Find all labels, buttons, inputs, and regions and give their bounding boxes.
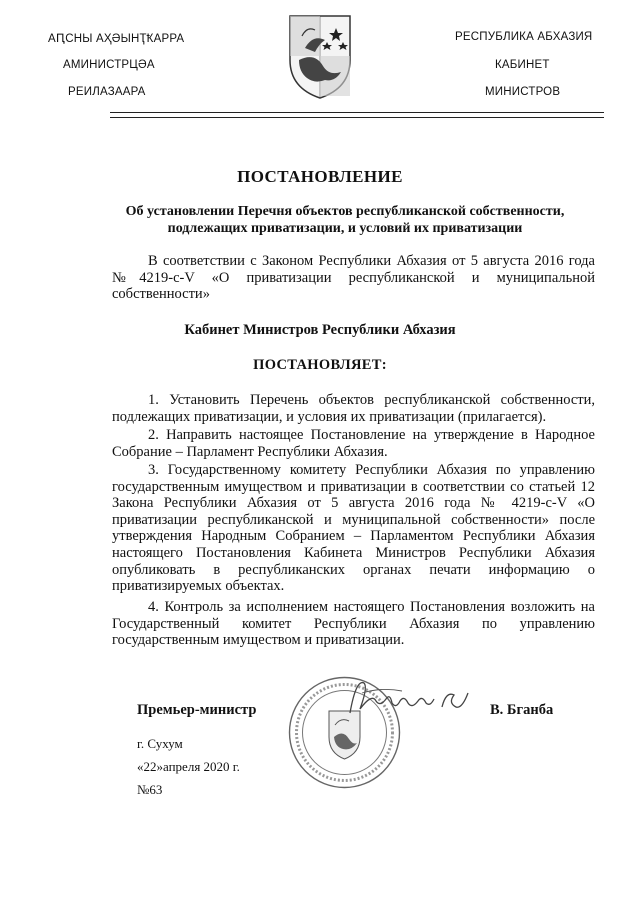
document-date: «22»апреля 2020 г.: [137, 759, 240, 774]
header-left-line-2: АМИНИСТРЦӘА: [63, 59, 155, 71]
header-right-line-3: МИНИСТРОВ: [485, 86, 561, 98]
state-emblem-icon: [285, 12, 355, 100]
list-item-2: 2. Направить настоящее Постановление на утверждение в Народное Собрание – Парламент Республики Абхазия.: [112, 427, 595, 460]
signatory-position: Премьер-министр: [137, 702, 257, 718]
header-left-line-3: РЕИЛАЗААРА: [68, 86, 146, 98]
list-item-4: 4. Контроль за исполнением настоящего Постановления возложить на Государственный комитет Республики Абхазия по управлению государственным имуществом и приватизации.: [112, 599, 595, 649]
header-divider-bottom: [110, 117, 604, 118]
header-right-line-2: КАБИНЕТ: [495, 59, 550, 71]
document-number: №63: [137, 782, 163, 797]
document-issuer: Кабинет Министров Республики Абхазия: [184, 322, 456, 338]
list-item-1: 1. Установить Перечень объектов республиканской собственности, подлежащих приватизации, и условия их приватизации (прилагается).: [112, 392, 595, 425]
header-divider-top: [110, 112, 604, 113]
header-left-line-1: АԤСНЫ АҲӘЫНҬҞАРРА: [48, 33, 185, 45]
header-right-line-1: РЕСПУБЛИКА АБХАЗИЯ: [455, 31, 593, 43]
handwritten-signature: [342, 673, 472, 723]
document-place: г. Сухум: [137, 736, 183, 751]
list-item-3: 3. Государственному комитету Республики Абхазия по управлению государственным имуществом и приватизации в соответствии со статьей 12 Закона Республики Абхазия от 5 августа 2016 года № 4219-с-V «О приватизации республиканской и муниципальной собственности» после утверждения Народным Собранием – Парламентом Республики Абхазия настоящего Постановления Кабинета Министров Республики Абхазия опубликовать в республиканских органах печати информацию о приватизируемых объектах.: [112, 462, 595, 595]
signatory-name: В. Бганба: [490, 702, 554, 718]
document-resolves: ПОСТАНОВЛЯЕТ:: [253, 357, 387, 373]
document-title: ПОСТАНОВЛЕНИЕ: [237, 167, 403, 186]
document-preamble: В соответствии с Законом Республики Абхазия от 5 августа 2016 года №4219-с-V «О приватизации республиканской и муниципальной собственности»: [112, 253, 595, 303]
document-subtitle: Об установлении Перечня объектов республиканской собственности, подлежащих приватизации, и условий их приватизации: [125, 204, 565, 236]
